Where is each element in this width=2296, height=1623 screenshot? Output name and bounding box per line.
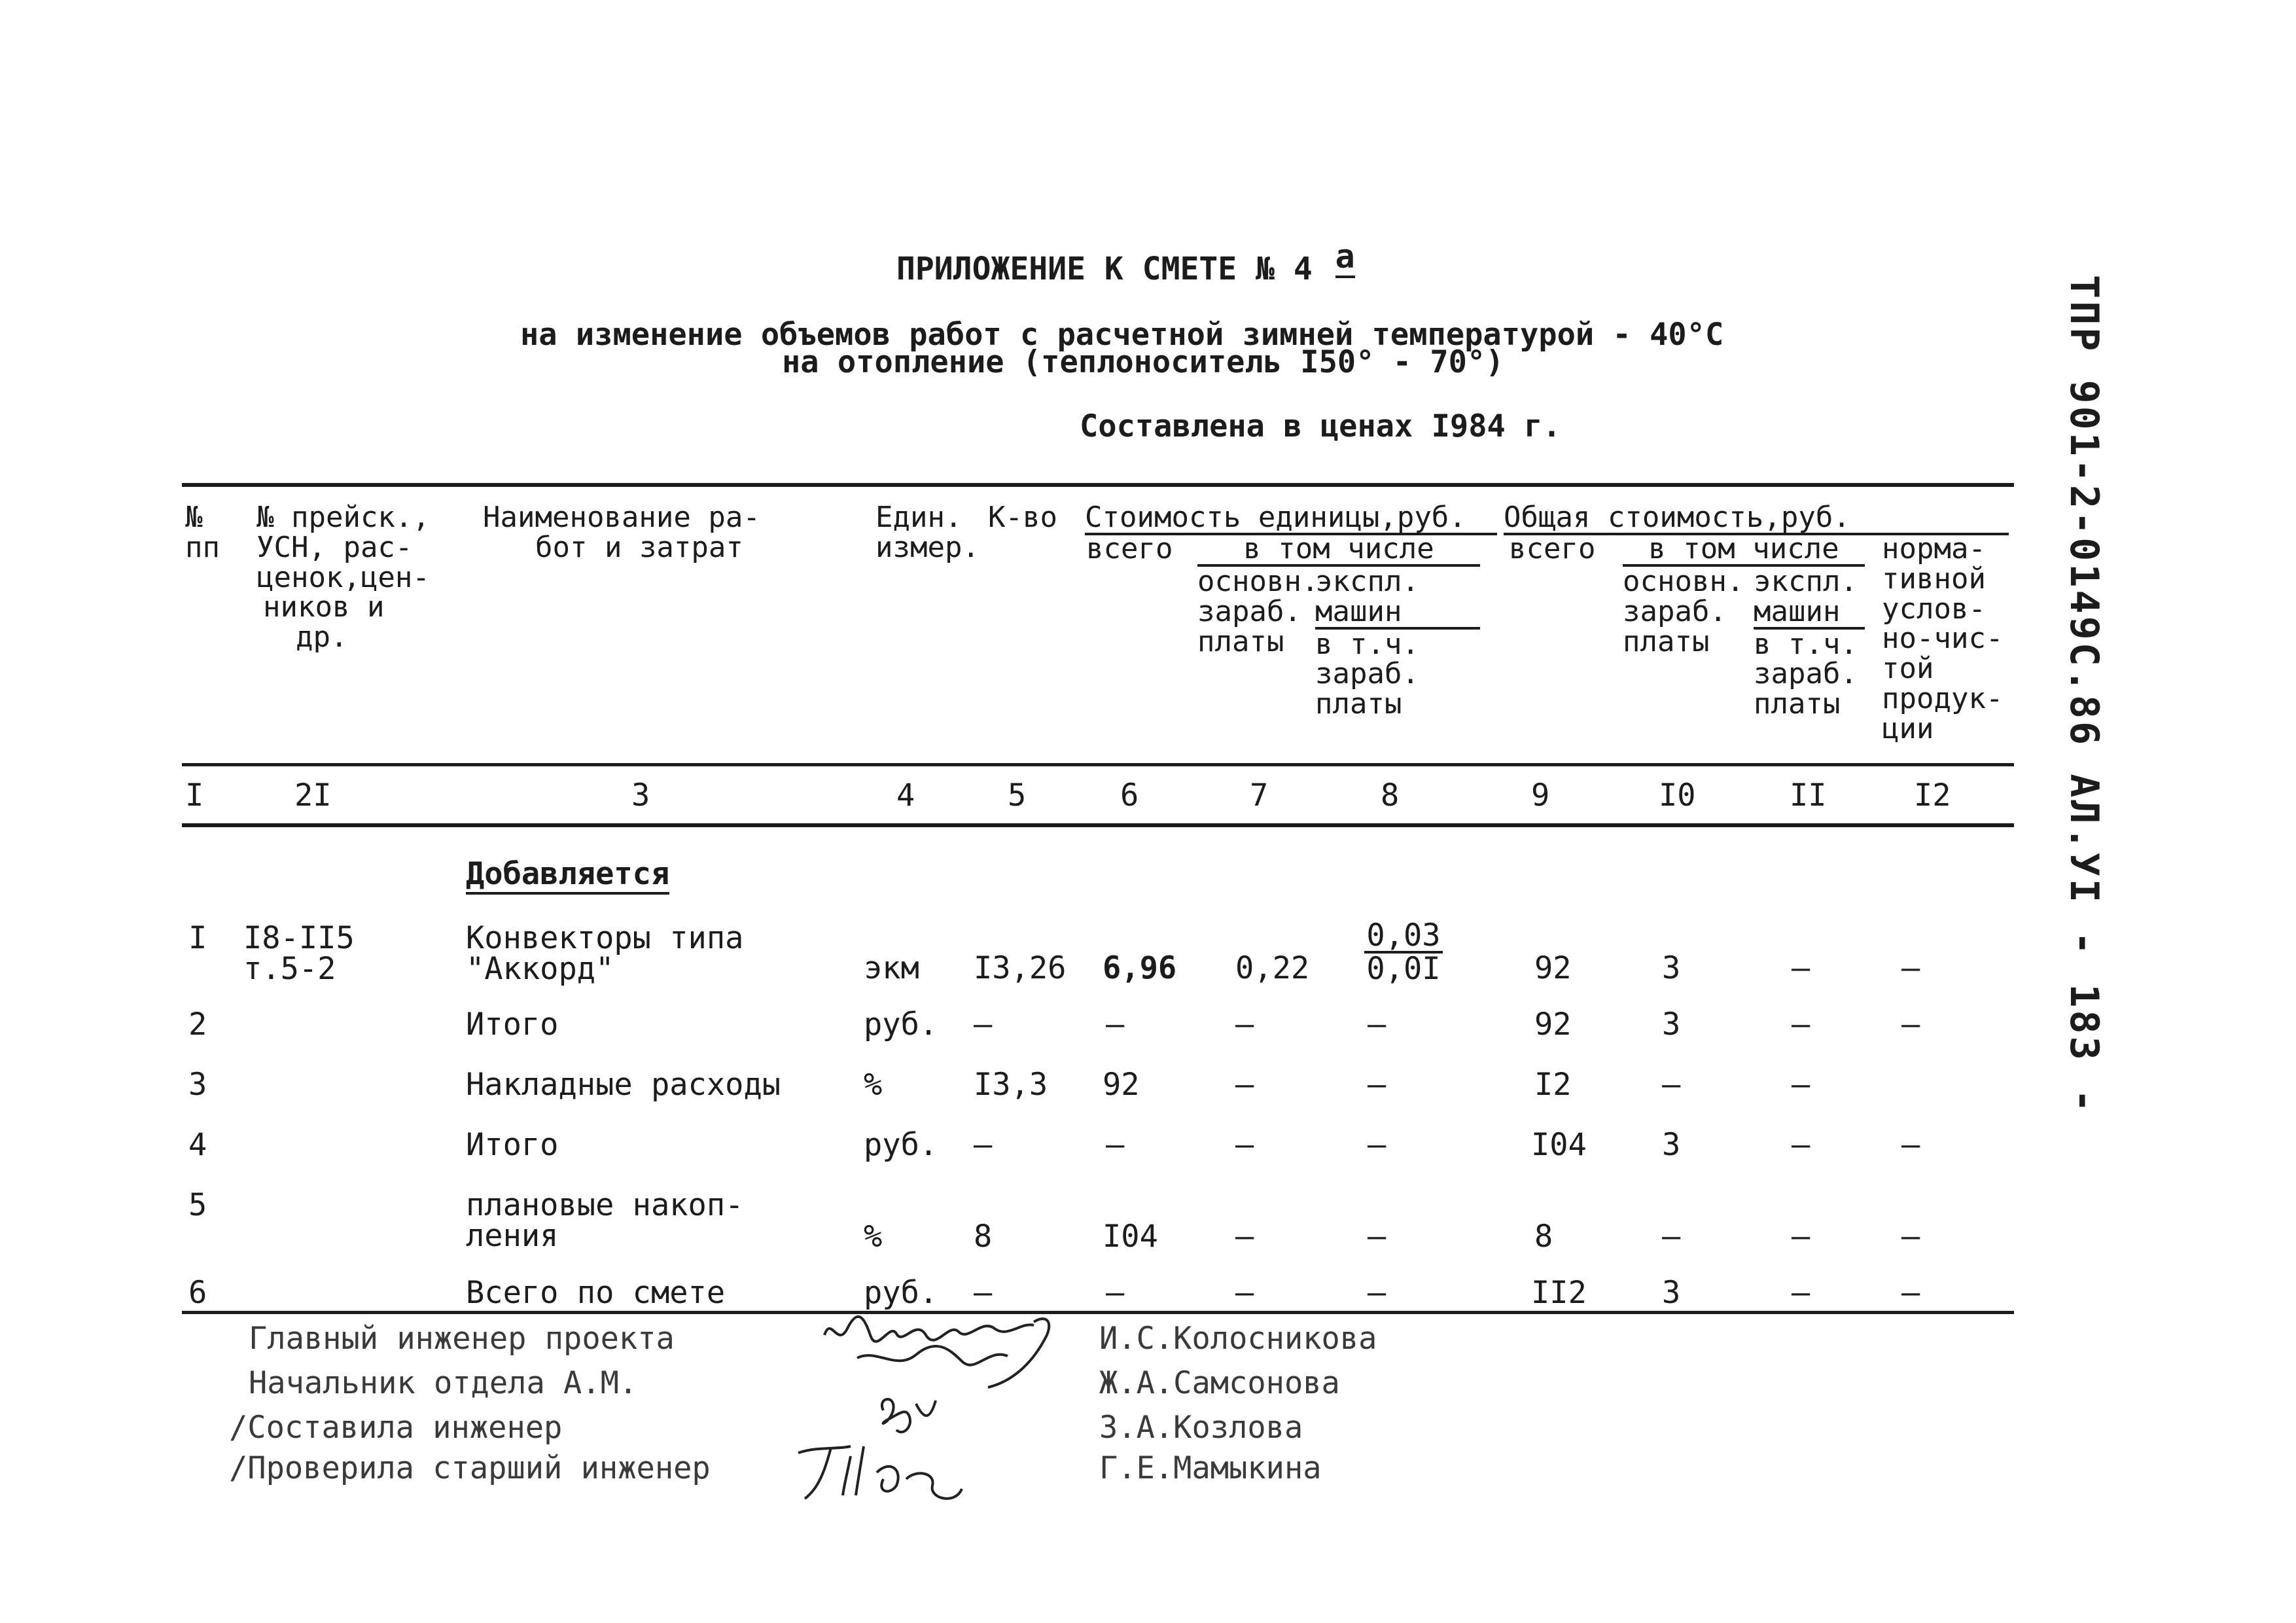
side-document-code: ТПР 901-2-0149С.86 АЛ.УI - 183 - (2061, 275, 2107, 1115)
unit-wages-subheader: основн. зараб. платы (1197, 565, 1319, 658)
row-unit-wages: – (1235, 1275, 1254, 1311)
col-number-header: № пп (185, 501, 220, 564)
table-bottom-rule (182, 1311, 2014, 1314)
row-name: Конвекторы типа "Аккорд" (466, 920, 744, 987)
column-number: II (1790, 777, 1827, 813)
total-including-subheader: в том числе (1623, 534, 1865, 567)
row-unit-total: – (1106, 1275, 1125, 1311)
heading-line-1: на изменение объемов работ с расчетной зимней температурой - 40°С (520, 317, 1724, 353)
column-number: 4 (896, 777, 915, 813)
row-total-machines: – (1792, 1275, 1810, 1311)
row-total-machines: – (1792, 1127, 1810, 1163)
row-unit-wages: – (1235, 1127, 1254, 1163)
row-total: 92 (1534, 950, 1572, 986)
row-total-machines: – (1792, 950, 1810, 986)
row-unit-machines: – (1368, 1007, 1386, 1043)
row-number: 3 (188, 1067, 207, 1103)
column-number: 2I (294, 777, 332, 813)
signatory-role: /Составила инженер (229, 1410, 563, 1446)
signatory-role: /Проверила старший инженер (229, 1450, 711, 1486)
col-qty-header: К-во (988, 501, 1057, 534)
row-number: 4 (188, 1127, 207, 1163)
row-unit-wages: – (1235, 1067, 1254, 1103)
column-number: 6 (1120, 777, 1139, 813)
signatory-name: Г.Е.Мамыкина (1099, 1450, 1322, 1486)
row-unit-total: – (1106, 1007, 1125, 1043)
row-total: 92 (1534, 1007, 1572, 1043)
row-unit-machines: 0,03 0,0I (1364, 920, 1443, 984)
group-total-cost-header: Общая стоимость,руб. (1504, 503, 2009, 535)
row-quantity: – (974, 1007, 993, 1043)
row-unit-machines: – (1368, 1219, 1386, 1255)
row-unit-machines: – (1368, 1275, 1386, 1311)
row-total-wages: – (1662, 1219, 1681, 1255)
row-total: II2 (1531, 1275, 1587, 1311)
column-number: I (185, 777, 204, 813)
column-number: I2 (1914, 777, 1951, 813)
row-normative: – (1901, 1275, 1920, 1311)
row-quantity: I3,26 (974, 950, 1067, 986)
unit-including-subheader: в том числе (1197, 534, 1480, 567)
row-number: I (188, 920, 207, 956)
column-number: 9 (1531, 777, 1550, 813)
row-unit: руб. (864, 1127, 938, 1163)
row-normative: – (1901, 1219, 1920, 1255)
row-total-wages: 3 (1662, 1007, 1681, 1043)
row-quantity: I3,3 (974, 1067, 1048, 1103)
handwritten-signature (792, 1433, 988, 1512)
total-wages-subheader: основн. зараб. платы (1623, 565, 1744, 658)
row-name: Итого (466, 1007, 559, 1043)
row-unit: руб. (864, 1275, 938, 1311)
row-total-wages: 3 (1662, 1127, 1681, 1163)
unit-machines-subheader: экспл. машин в т.ч. зараб. платы (1315, 567, 1480, 719)
col-name-header: Наименование ра- бот и затрат (483, 501, 760, 564)
row-unit-total: 6,96 (1103, 950, 1177, 986)
row-code: I8-II5 т.5-2 (243, 920, 355, 987)
row-quantity: – (974, 1275, 993, 1311)
row-unit: % (864, 1219, 883, 1255)
row-unit-machines: – (1368, 1067, 1386, 1103)
col-unit-header: Един. измер. (875, 501, 980, 564)
signatory-name: Ж.А.Самсонова (1099, 1365, 1340, 1401)
column-number: 7 (1250, 777, 1269, 813)
row-number: 2 (188, 1007, 207, 1043)
row-total-wages: 3 (1662, 1275, 1681, 1311)
signatory-role: Начальник отдела А.М. (249, 1365, 638, 1401)
row-number: 6 (188, 1275, 207, 1311)
row-total: I04 (1531, 1127, 1587, 1163)
row-total: I2 (1534, 1067, 1572, 1103)
total-machines-subheader: экспл. машин в т.ч. зараб. платы (1754, 567, 1865, 719)
signatory-name: И.С.Колосникова (1099, 1321, 1377, 1357)
row-quantity: 8 (974, 1219, 993, 1255)
row-normative: – (1901, 950, 1920, 986)
row-unit-machines: – (1368, 1127, 1386, 1163)
page-title: ПРИЛОЖЕНИЕ К СМЕТЕ № 4 а (896, 238, 1355, 287)
row-name: Всего по смете (466, 1275, 726, 1311)
column-number: I0 (1659, 777, 1696, 813)
column-number: 5 (1008, 777, 1027, 813)
row-total-wages: 3 (1662, 950, 1681, 986)
column-number: 3 (631, 777, 650, 813)
col-pricelist-header: № прейск., УСН, рас- ценок,цен- ников и др. (256, 501, 430, 654)
row-total-machines: – (1792, 1067, 1810, 1103)
row-total: 8 (1534, 1219, 1553, 1255)
row-unit-wages: – (1235, 1007, 1254, 1043)
row-unit-total: 92 (1103, 1067, 1140, 1103)
handwritten-signature (818, 1309, 1073, 1394)
row-normative: – (1901, 1127, 1920, 1163)
total-total-subheader: всего (1509, 532, 1596, 565)
signatory-role: Главный инженер проекта (249, 1321, 675, 1357)
table-top-rule (182, 483, 2014, 487)
row-name: Накладные расходы (466, 1067, 781, 1103)
row-unit: экм (864, 950, 919, 986)
signatory-name: З.А.Козлова (1099, 1410, 1303, 1446)
row-total-wages: – (1662, 1067, 1681, 1103)
row-total-machines: – (1792, 1007, 1810, 1043)
group-unit-cost-header: Стоимость единицы,руб. (1085, 503, 1497, 535)
row-unit-total: – (1106, 1127, 1125, 1163)
row-unit-wages: – (1235, 1219, 1254, 1255)
row-normative: – (1901, 1007, 1920, 1043)
numbering-bottom-rule (182, 823, 2014, 827)
header-bottom-rule (182, 763, 2014, 766)
row-name: Итого (466, 1127, 559, 1163)
row-unit-wages: 0,22 (1235, 950, 1310, 986)
title-handwritten-suffix: а (1335, 238, 1355, 278)
section-label: Добавляется (466, 859, 669, 895)
unit-total-subheader: всего (1086, 532, 1173, 565)
row-name: плановые накоп- ления (466, 1187, 744, 1254)
normative-product-subheader: норма- тивной услов- но-чис- той продук- ции (1882, 532, 2004, 745)
prices-note: Составлена в ценах I984 г. (1080, 408, 1561, 444)
row-unit: % (864, 1067, 883, 1103)
heading-line-2: на отопление (теплоноситель I50° - 70°) (782, 344, 1504, 380)
row-total-machines: – (1792, 1219, 1810, 1255)
row-unit-total: I04 (1103, 1219, 1158, 1255)
column-number: 8 (1381, 777, 1400, 813)
row-unit: руб. (864, 1007, 938, 1043)
row-quantity: – (974, 1127, 993, 1163)
row-number: 5 (188, 1187, 207, 1223)
